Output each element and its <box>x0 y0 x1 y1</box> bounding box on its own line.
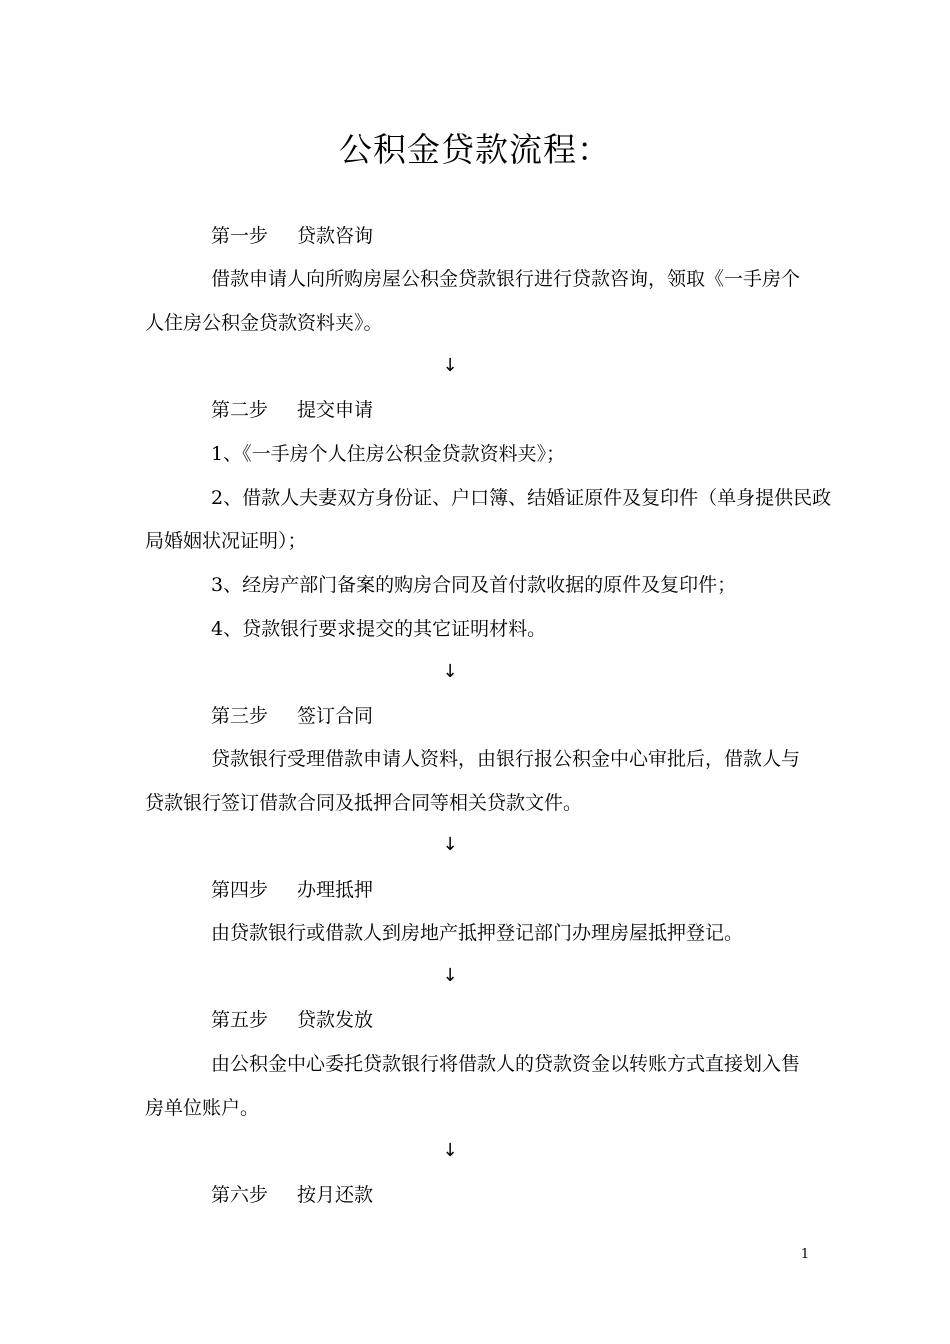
step-name: 贷款咨询 <box>297 225 374 247</box>
flow-arrow-icon: ↓ <box>442 1140 458 1161</box>
step-label: 第六步 <box>211 1184 269 1206</box>
step-label: 第三步 <box>211 705 269 727</box>
flow-arrow-icon: ↓ <box>442 834 458 855</box>
page-number: 1 <box>800 1247 810 1262</box>
paragraph-line: 房单位账户。 <box>145 1097 260 1119</box>
step-name: 签订合同 <box>297 705 374 727</box>
step-heading-6 <box>211 1181 811 1209</box>
step-heading-2 <box>211 396 811 424</box>
document-title: 公积金贷款流程： <box>339 130 611 169</box>
step-heading-4 <box>211 876 811 904</box>
step-name: 贷款发放 <box>297 1009 374 1031</box>
step-label: 第一步 <box>211 225 269 247</box>
step-label: 第二步 <box>211 399 269 421</box>
paragraph-line: 4、贷款银行要求提交的其它证明材料。 <box>211 618 547 640</box>
paragraph-line: 贷款银行签订借款合同及抵押合同等相关贷款文件。 <box>145 792 583 814</box>
paragraph-line: 3、经房产部门备案的购房合同及首付款收据的原件及复印件； <box>211 574 737 596</box>
paragraph-line: 1、《一手房个人住房公积金贷款资料夹》； <box>211 443 566 465</box>
paragraph-line: 局婚姻状况证明）； <box>145 530 307 552</box>
step-heading-3 <box>211 702 811 730</box>
flow-arrow-icon: ↓ <box>442 661 458 682</box>
paragraph-line: 人住房公积金贷款资料夹》。 <box>145 312 383 334</box>
step-heading-1 <box>211 222 811 250</box>
paragraph-line: 2、借款人夫妻双方身份证、户口簿、结婚证原件及复印件（单身提供民政 <box>211 487 832 509</box>
paragraph-line: 借款申请人向所购房屋公积金贷款银行进行贷款咨询，领取《一手房个 <box>211 268 801 290</box>
step-label: 第五步 <box>211 1009 269 1031</box>
paragraph-line: 贷款银行受理借款申请人资料，由银行报公积金中心审批后，借款人与 <box>211 748 801 770</box>
step-name: 提交申请 <box>297 399 374 421</box>
step-heading-5 <box>211 1006 811 1034</box>
paragraph-line: 由贷款银行或借款人到房地产抵押登记部门办理房屋抵押登记。 <box>211 922 744 944</box>
step-name: 按月还款 <box>297 1184 374 1206</box>
step-label: 第四步 <box>211 879 269 901</box>
flow-arrow-icon: ↓ <box>442 965 458 986</box>
flow-arrow-icon: ↓ <box>442 355 458 376</box>
paragraph-line: 由公积金中心委托贷款银行将借款人的贷款资金以转账方式直接划入售 <box>211 1053 801 1075</box>
step-name: 办理抵押 <box>297 879 374 901</box>
